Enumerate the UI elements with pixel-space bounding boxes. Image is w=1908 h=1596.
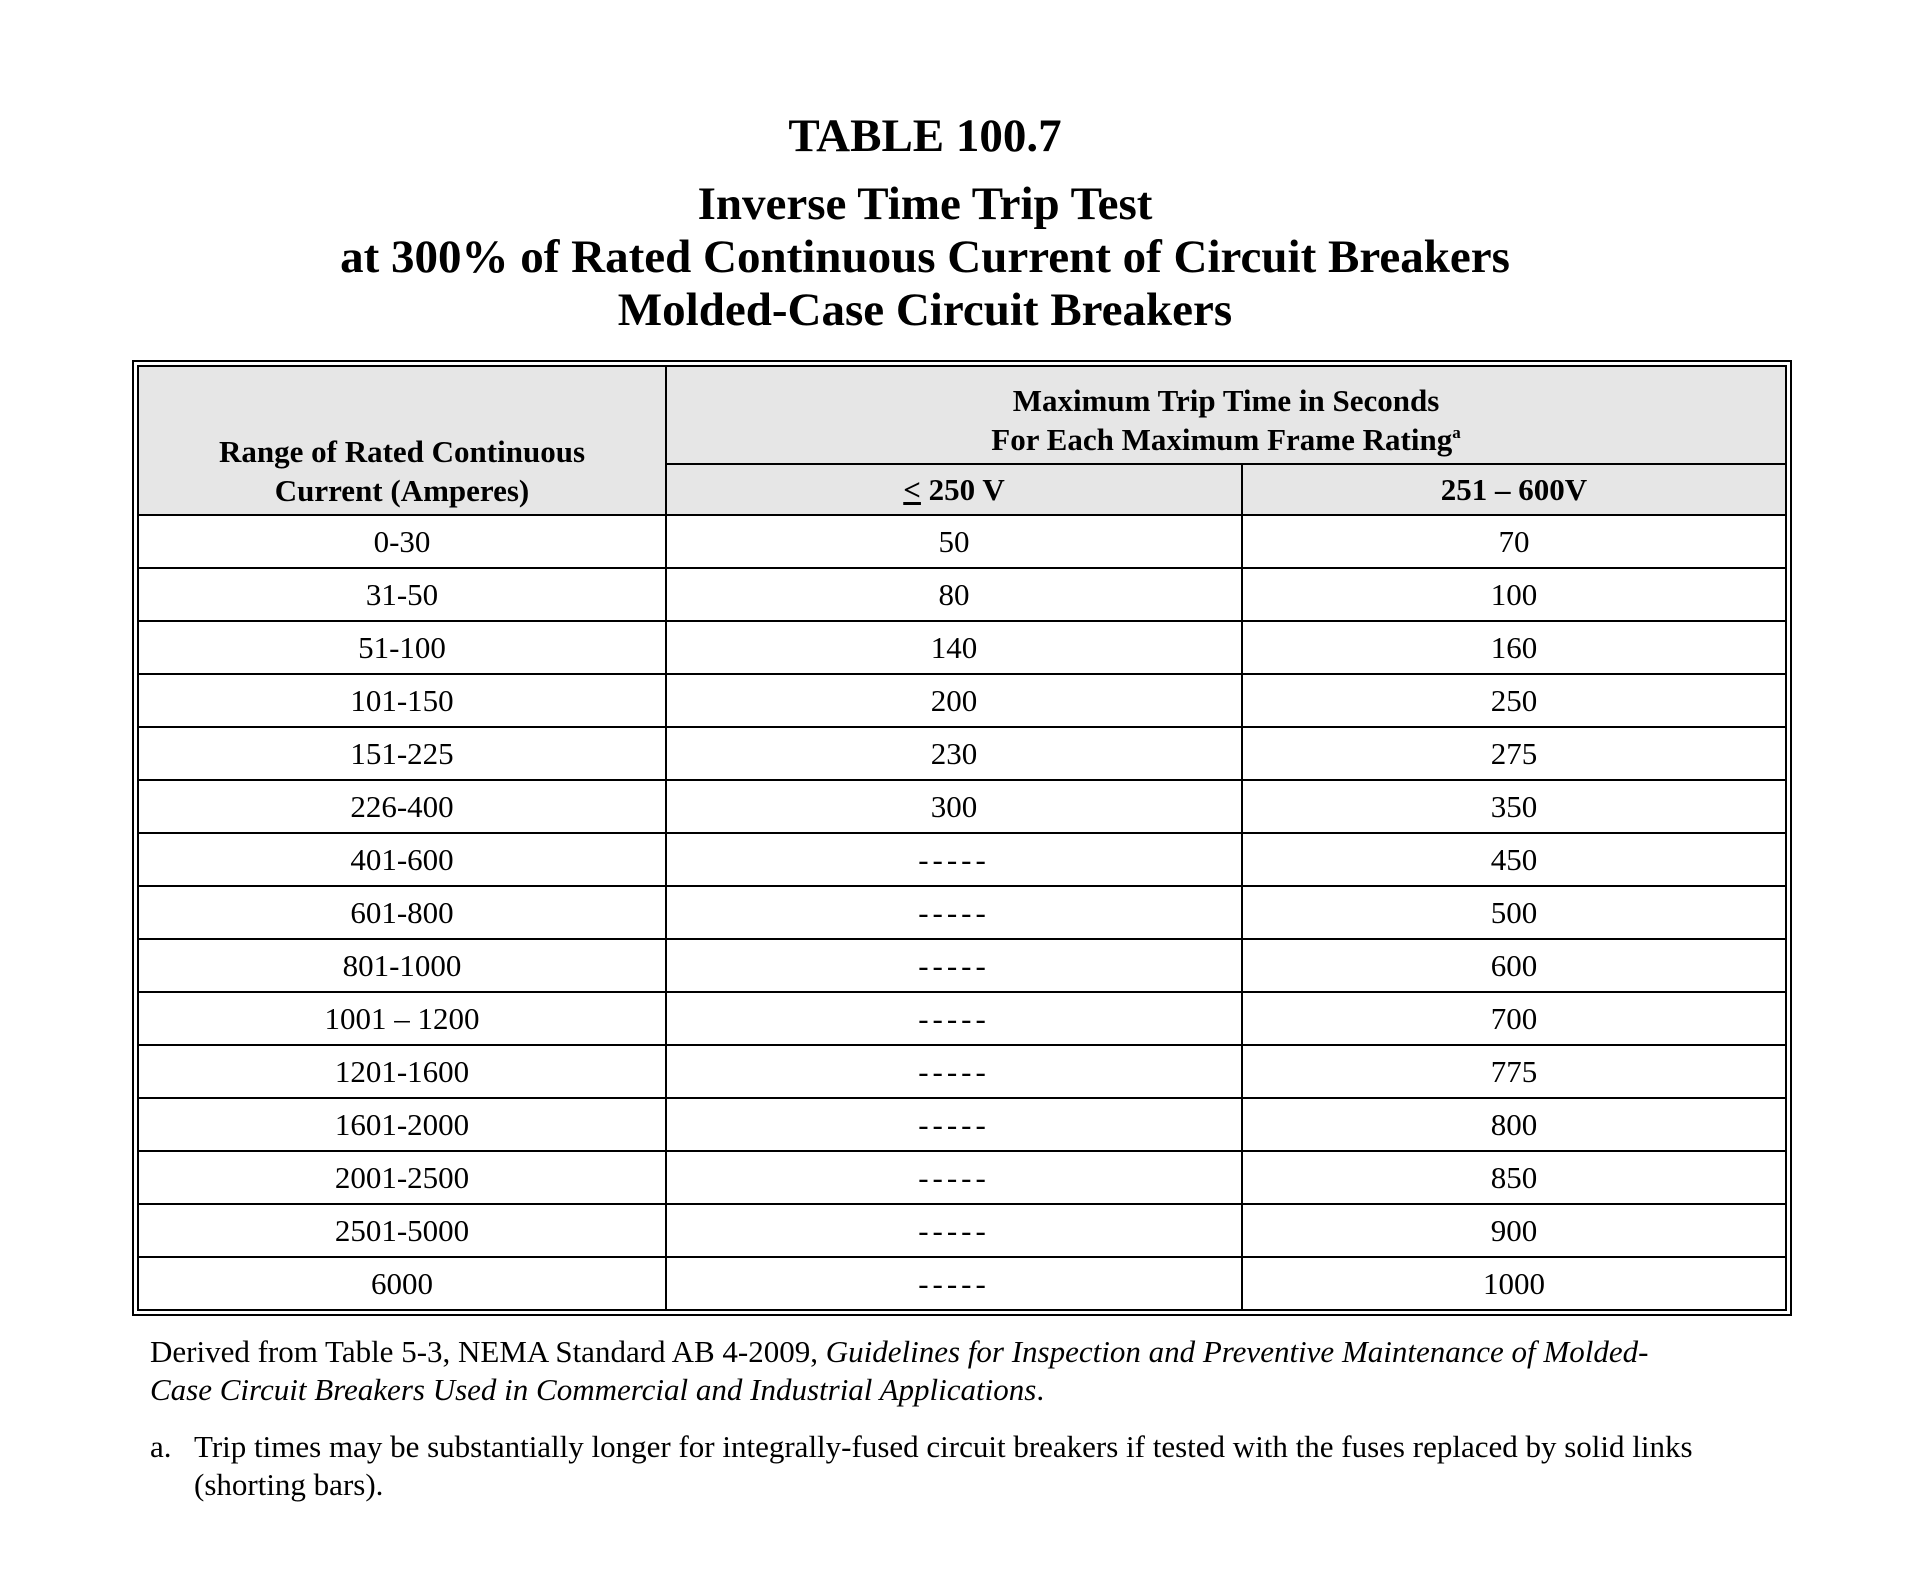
header-max-trip-line-2 <box>667 420 1785 459</box>
table-row <box>138 1045 1786 1098</box>
cell-trip-time-251-600v: 100 <box>1242 568 1786 621</box>
footnote-a <box>150 1428 1730 1504</box>
table-row <box>138 1151 1786 1204</box>
table-body <box>138 515 1786 1310</box>
cell-current-range: 31-50 <box>138 568 666 621</box>
cell-current-range: 151-225 <box>138 727 666 780</box>
header-col-250v-text: 250 V <box>920 472 1005 507</box>
cell-trip-time-250v: ----- <box>666 1045 1242 1098</box>
title-line-3: Molded-Case Circuit Breakers <box>617 284 1233 336</box>
cell-trip-time-251-600v: 1000 <box>1242 1257 1786 1310</box>
cell-trip-time-251-600v: 600 <box>1242 939 1786 992</box>
header-range-line-2: Current (Amperes) <box>274 473 530 508</box>
cell-current-range: 1201-1600 <box>138 1045 666 1098</box>
cell-trip-time-251-600v: 500 <box>1242 886 1786 939</box>
cell-trip-time-250v: 140 <box>666 621 1242 674</box>
cell-current-range: 601-800 <box>138 886 666 939</box>
source-note-title: Guidelines for Inspection and Preventive Maintenance of Molded-Case Circuit Breakers Used in Commercial and Industrial Applications <box>150 1334 1649 1407</box>
cell-trip-time-251-600v: 800 <box>1242 1098 1786 1151</box>
cell-trip-time-250v: ----- <box>666 833 1242 886</box>
table-row <box>138 1204 1786 1257</box>
table-row <box>138 727 1786 780</box>
cell-current-range: 2001-2500 <box>138 1151 666 1204</box>
trip-time-table-frame <box>132 360 1792 1316</box>
cell-trip-time-251-600v: 700 <box>1242 992 1786 1045</box>
cell-current-range: 2501-5000 <box>138 1204 666 1257</box>
header-range-line-1: Range of Rated Continuous <box>218 434 586 469</box>
cell-current-range: 101-150 <box>138 674 666 727</box>
cell-trip-time-250v: 230 <box>666 727 1242 780</box>
cell-trip-time-250v: ----- <box>666 1257 1242 1310</box>
table-row <box>138 939 1786 992</box>
cell-trip-time-251-600v: 450 <box>1242 833 1786 886</box>
cell-trip-time-250v: ----- <box>666 1204 1242 1257</box>
table-row <box>138 674 1786 727</box>
table-row <box>138 621 1786 674</box>
cell-trip-time-251-600v: 160 <box>1242 621 1786 674</box>
cell-trip-time-250v: ----- <box>666 939 1242 992</box>
less-equal-symbol: < <box>903 472 921 507</box>
cell-current-range: 6000 <box>138 1257 666 1310</box>
cell-current-range: 401-600 <box>138 833 666 886</box>
header-col-251-600v: 251 – 600V <box>1242 464 1786 515</box>
cell-trip-time-250v: 50 <box>666 515 1242 568</box>
cell-current-range: 226-400 <box>138 780 666 833</box>
cell-current-range: 1001 – 1200 <box>138 992 666 1045</box>
trip-time-table <box>137 365 1787 1311</box>
footnote-marker: a. <box>150 1429 172 1464</box>
table-row <box>138 833 1786 886</box>
cell-trip-time-250v: 300 <box>666 780 1242 833</box>
table-row <box>138 886 1786 939</box>
source-note <box>150 1333 1710 1409</box>
header-col-250v <box>666 464 1242 515</box>
cell-trip-time-251-600v: 850 <box>1242 1151 1786 1204</box>
header-max-trip-line-1: Maximum Trip Time in Seconds <box>1012 383 1440 418</box>
source-note-prefix: Derived from Table 5-3, NEMA Standard AB 4-2009, <box>150 1334 826 1369</box>
table-header <box>138 366 1786 515</box>
cell-trip-time-250v: ----- <box>666 1098 1242 1151</box>
cell-trip-time-250v: 200 <box>666 674 1242 727</box>
cell-current-range: 801-1000 <box>138 939 666 992</box>
table-row <box>138 1257 1786 1310</box>
cell-trip-time-250v: ----- <box>666 886 1242 939</box>
header-maximum-trip-time <box>666 366 1786 464</box>
cell-trip-time-250v: 80 <box>666 568 1242 621</box>
cell-trip-time-251-600v: 900 <box>1242 1204 1786 1257</box>
footnote-text: Trip times may be substantially longer for integrally-fused circuit breakers if tested with the fuses replaced by solid links (shorting bars). <box>194 1429 1693 1502</box>
cell-trip-time-251-600v: 775 <box>1242 1045 1786 1098</box>
cell-trip-time-251-600v: 70 <box>1242 515 1786 568</box>
table-number: TABLE 100.7 <box>788 110 1062 162</box>
table-row <box>138 992 1786 1045</box>
cell-current-range: 0-30 <box>138 515 666 568</box>
table-title <box>0 178 1850 337</box>
title-line-2: at 300% of Rated Continuous Current of Circuit Breakers <box>340 231 1510 283</box>
cell-trip-time-251-600v: 250 <box>1242 674 1786 727</box>
table-row <box>138 515 1786 568</box>
title-line-1: Inverse Time Trip Test <box>697 178 1153 230</box>
table-row <box>138 568 1786 621</box>
cell-trip-time-250v: ----- <box>666 1151 1242 1204</box>
cell-trip-time-251-600v: 350 <box>1242 780 1786 833</box>
cell-trip-time-251-600v: 275 <box>1242 727 1786 780</box>
footnote-a-marker: a <box>1452 423 1461 442</box>
header-range-of-rated-current <box>138 366 666 515</box>
cell-trip-time-250v: ----- <box>666 992 1242 1045</box>
cell-current-range: 1601-2000 <box>138 1098 666 1151</box>
header-max-trip-line-2-text: For Each Maximum Frame Rating <box>991 422 1453 457</box>
cell-current-range: 51-100 <box>138 621 666 674</box>
table-row <box>138 780 1786 833</box>
source-note-suffix: . <box>1036 1372 1045 1407</box>
table-row <box>138 1098 1786 1151</box>
